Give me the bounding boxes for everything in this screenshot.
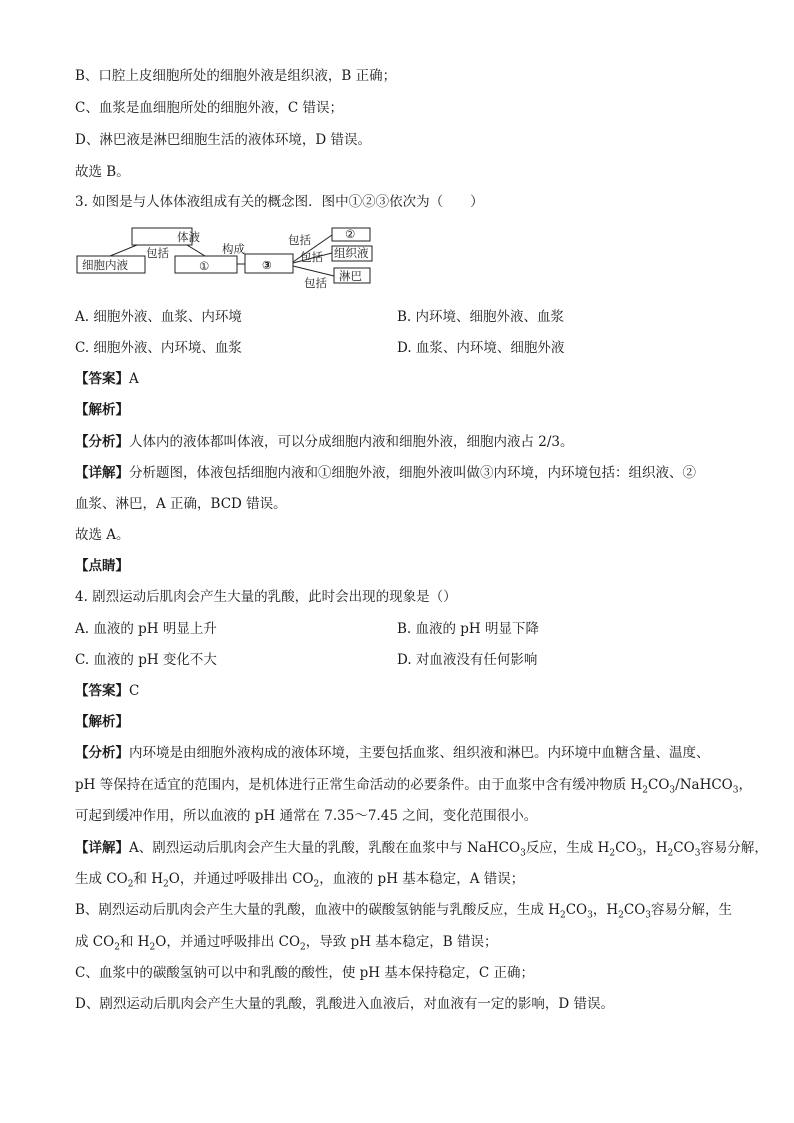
subscript: 2 (618, 910, 624, 921)
text: pH 等保持在适宜的范围内，是机体进行正常生命活动的必要条件。由于血浆中含有缓冲物质 H (75, 777, 643, 793)
q2-conclusion: 故选 B。 (75, 164, 130, 180)
q4-option-c: C. 血液的 pH 变化不大 (75, 652, 217, 668)
q3-option-a: A. 细胞外液、血浆、内环境 (75, 309, 242, 325)
subscript: 3 (669, 785, 676, 796)
text: ，血液的 pH 基本稳定，A 错误； (319, 871, 525, 887)
fenxi-tag: 【分析】 (75, 434, 129, 450)
includes-top-label: 包括 (288, 233, 311, 247)
text: ，并通过呼吸排出 CO (166, 934, 301, 950)
comment-tag: 【点睛】 (75, 558, 129, 574)
constitutes-label: 构成 (222, 242, 245, 256)
text: 反应，生成 H (525, 840, 610, 856)
subscript: 2 (559, 910, 566, 921)
analysis-tag: 【解析】 (75, 402, 129, 418)
detail-tag: 【详解】 (75, 465, 129, 481)
q3-option-c: C. 细胞外液、内环境、血浆 (75, 340, 242, 356)
subscript: 2 (114, 942, 120, 953)
q3-comment (75, 557, 129, 575)
fenxi-tag: 【分析】 (75, 745, 129, 761)
text: ，并通过呼吸排出 CO (179, 871, 314, 887)
analysis-tag: 【解析】 (75, 714, 129, 730)
detail-text: 分析题图，体液包括细胞内液和①细胞外液，细胞外液叫做③内环境，内环境包括：组织液、② (129, 465, 696, 481)
text: 成 CO (75, 934, 115, 950)
q4-detail-b-cont (75, 933, 497, 951)
text: 生成 CO (75, 871, 128, 887)
q4-answer (75, 682, 139, 700)
text: O (168, 871, 180, 887)
text: 容易分解，生 (651, 902, 733, 918)
text: ， (642, 840, 656, 856)
q4-fenxi-cont-2: 可起到缓冲作用，所以血液的 pH 通常在 7.35～7.45 之间，变化范围很小。 (75, 808, 538, 824)
lymph-label: 淋巴 (339, 269, 362, 283)
text: ， (738, 777, 752, 793)
q2-option-b-explanation: B、口腔上皮细胞所处的细胞外液是组织液，B 正确； (75, 68, 397, 84)
text: B、剧烈运动后肌肉会产生大量的乳酸，血液中的碳酸氢钠能与乳酸反应，生成 H (75, 902, 560, 918)
answer-tag: 【答案】 (75, 371, 129, 387)
subscript: 3 (520, 848, 526, 859)
text: 容易分解， (700, 840, 768, 856)
subscript: 3 (636, 848, 643, 859)
subscript: 2 (667, 848, 674, 859)
text: H (606, 902, 619, 918)
q3-fenxi (75, 433, 574, 451)
node1-label: ① (199, 259, 210, 273)
includes-mid-label: 包括 (300, 250, 323, 264)
text: ，导致 pH 基本稳定，B 错误； (305, 934, 498, 950)
text: A、剧烈运动后肌肉会产生大量的乳酸，乳酸在血浆中与 NaHCO (129, 840, 521, 856)
q4-analysis (75, 713, 129, 731)
subscript: 2 (149, 942, 156, 953)
subscript: 2 (163, 879, 169, 890)
q4-stem: 4. 剧烈运动后肌肉会产生大量的乳酸，此时会出现的现象是（） (75, 589, 457, 605)
tissue-fluid-label: 组织液 (334, 246, 369, 260)
q3-detail (75, 464, 696, 482)
text: 和 H (133, 871, 164, 887)
fenxi-text: 内环境是由细胞外液构成的液体环境，主要包括血浆、组织液和淋巴。内环境中血糖含量、温度、 (129, 745, 710, 761)
q4-option-a: A. 血液的 pH 明显上升 (75, 621, 217, 637)
node2-label: ② (345, 227, 356, 241)
q3-stem: 3. 如图是与人体体液组成有关的概念图．图中①②③依次为（ ） (75, 194, 484, 210)
q4-fenxi-cont-1 (75, 776, 752, 794)
q3-option-d: D. 血浆、内环境、细胞外液 (397, 340, 565, 356)
answer-tag: 【答案】 (75, 683, 129, 699)
subscript: 2 (300, 942, 306, 953)
q3-conclusion: 故选 A。 (75, 527, 130, 543)
q2-option-d-explanation: D、淋巴液是淋巴细胞生活的液体环境，D 错误。 (75, 132, 371, 148)
q4-detail-a-cont (75, 870, 524, 888)
q4-detail-b (75, 901, 732, 919)
text: CO (648, 777, 670, 793)
answer-value: C (129, 683, 140, 699)
detail-tag: 【详解】 (75, 840, 129, 856)
subscript: 2 (313, 879, 320, 890)
text: /NaHCO (675, 777, 733, 793)
concept-diagram (75, 226, 385, 296)
text: O (155, 934, 167, 950)
subscript: 3 (732, 785, 739, 796)
q3-option-b: B. 内环境、细胞外液、血浆 (397, 309, 565, 325)
subscript: 3 (645, 910, 652, 921)
q4-detail-d: D、剧烈运动后肌肉会产生大量的乳酸，乳酸进入血液后，对血液有一定的影响，D 错误。 (75, 996, 614, 1012)
q4-fenxi (75, 744, 710, 762)
q2-option-c-explanation: C、血浆是血细胞所处的细胞外液，C 错误； (75, 100, 343, 116)
includes-bottom-label: 包括 (304, 276, 327, 290)
node3-label: ③ (262, 258, 272, 272)
includes-left-label: 包括 (146, 246, 169, 260)
text: H (655, 840, 668, 856)
text: CO (673, 840, 695, 856)
q3-detail-cont: 血浆、淋巴，A 正确，BCD 错误。 (75, 496, 287, 512)
q4-option-d: D. 对血液没有任何影响 (397, 652, 538, 668)
body-fluid-label: 体液 (177, 230, 200, 244)
q4-option-b: B. 血液的 pH 明显下降 (397, 621, 540, 637)
q3-analysis (75, 401, 129, 419)
subscript: 2 (642, 785, 649, 796)
subscript: 2 (609, 848, 616, 859)
text: CO (615, 840, 637, 856)
q3-answer (75, 370, 139, 388)
answer-value: A (129, 371, 139, 387)
q4-detail-a (75, 839, 768, 857)
text: CO (565, 902, 588, 918)
intracellular-label: 细胞内液 (82, 258, 128, 272)
text: 和 H (119, 934, 150, 950)
subscript: 3 (694, 848, 701, 859)
text: ， (592, 902, 607, 918)
q4-detail-c: C、血浆中的碳酸氢钠可以中和乳酸的酸性，使 pH 基本保持稳定，C 正确； (75, 965, 534, 981)
subscript: 2 (127, 879, 134, 890)
fenxi-text: 人体内的液体都叫体液，可以分成细胞内液和细胞外液，细胞内液占 2/3。 (129, 434, 574, 450)
text: CO (623, 902, 646, 918)
subscript: 3 (587, 910, 593, 921)
